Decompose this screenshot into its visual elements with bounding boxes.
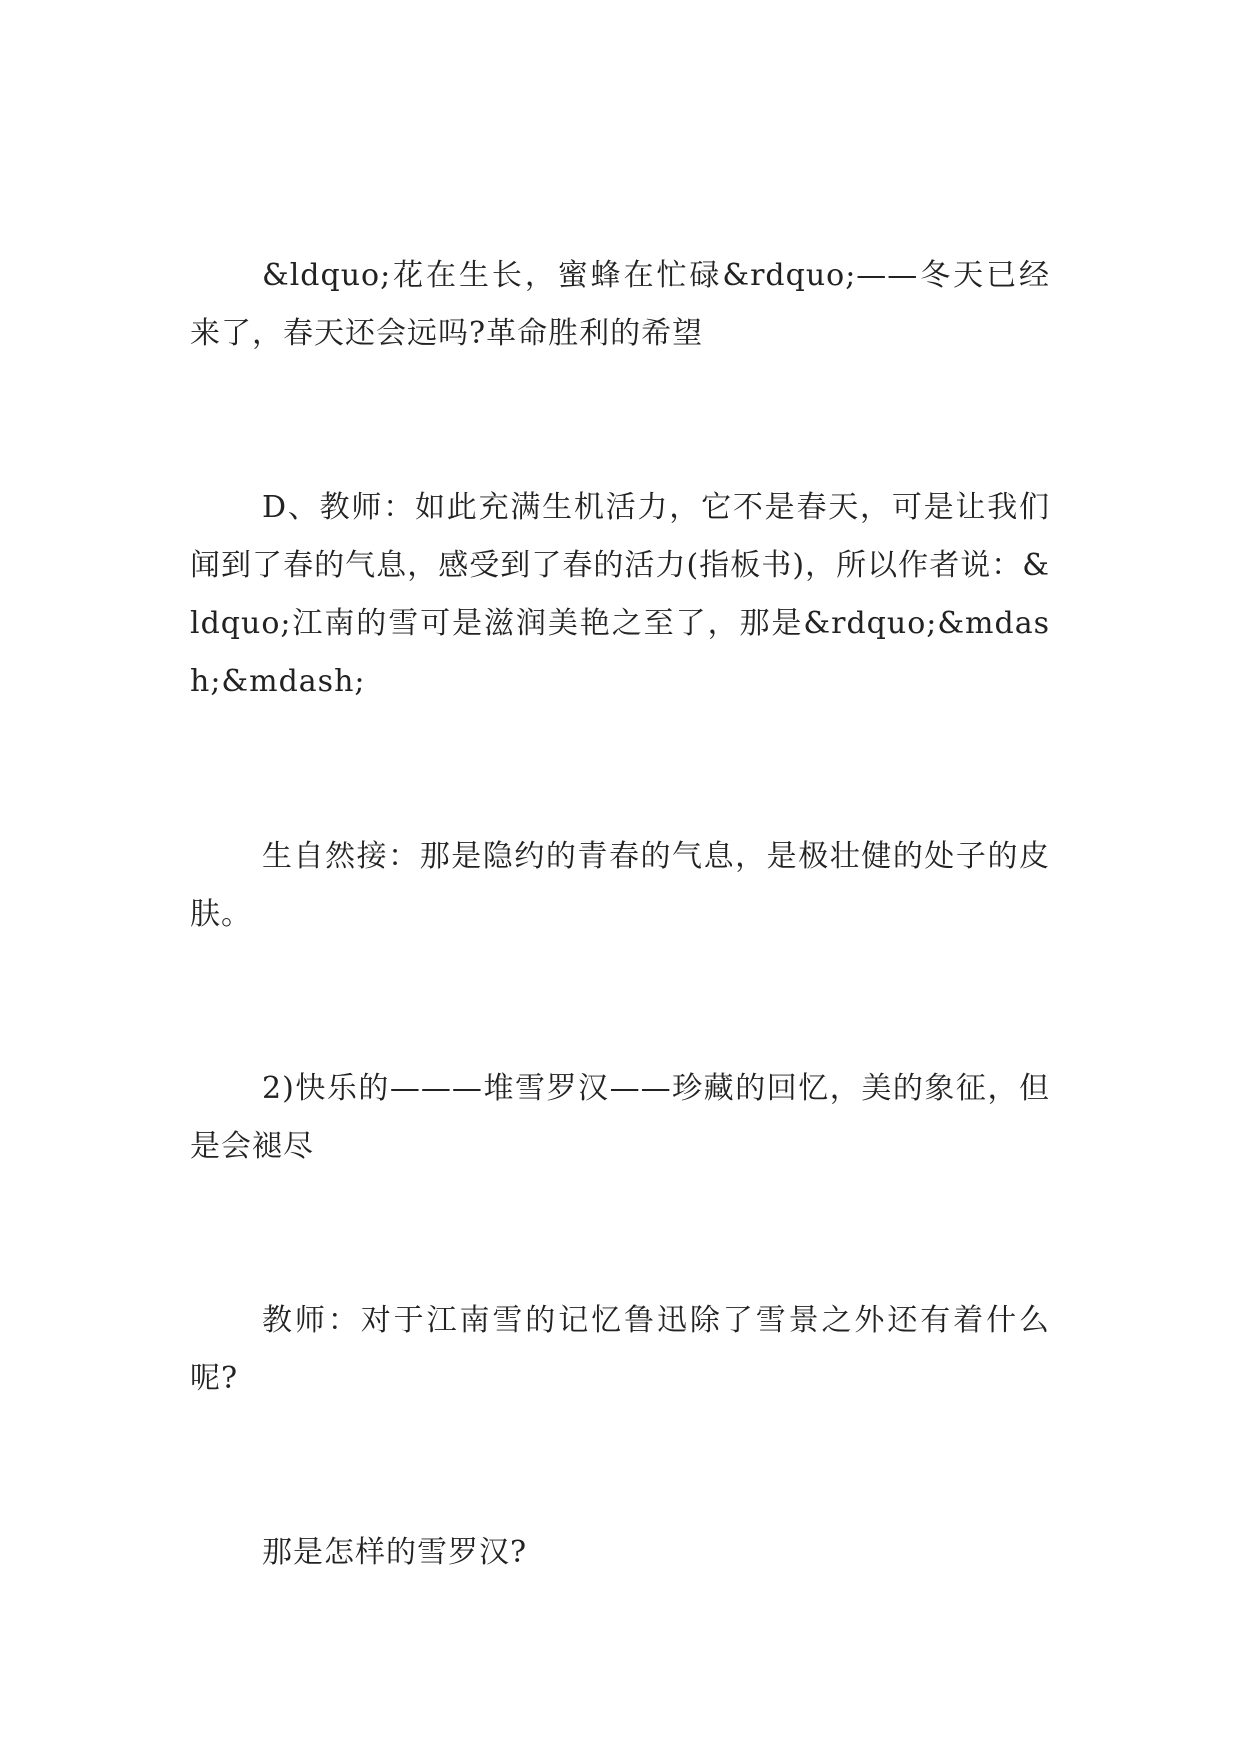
paragraph-5: 教师：对于江南雪的记忆鲁迅除了雪景之外还有着什么呢? — [190, 1303, 1050, 1396]
paragraph-2: D、教师：如此充满生机活力，它不是春天，可是让我们闻到了春的气息，感受到了春的活力(指板书)，所以作者说：&ldquo;江南的雪可是滋润美艳之至了，那是&rdquo;&mdash;&mdash; — [190, 490, 1050, 699]
paragraph-6: 那是怎样的雪罗汉? — [262, 1535, 528, 1570]
paragraph-1: &ldquo;花在生长，蜜蜂在忙碌&rdquo;——冬天已经来了，春天还会远吗?革命胜利的希望 — [190, 258, 1050, 351]
paragraph-4: 2)快乐的———堆雪罗汉——珍藏的回忆，美的象征，但是会褪尽 — [190, 1071, 1050, 1164]
paragraph-3: 生自然接：那是隐约的青春的气息，是极壮健的处子的皮肤。 — [190, 839, 1050, 932]
